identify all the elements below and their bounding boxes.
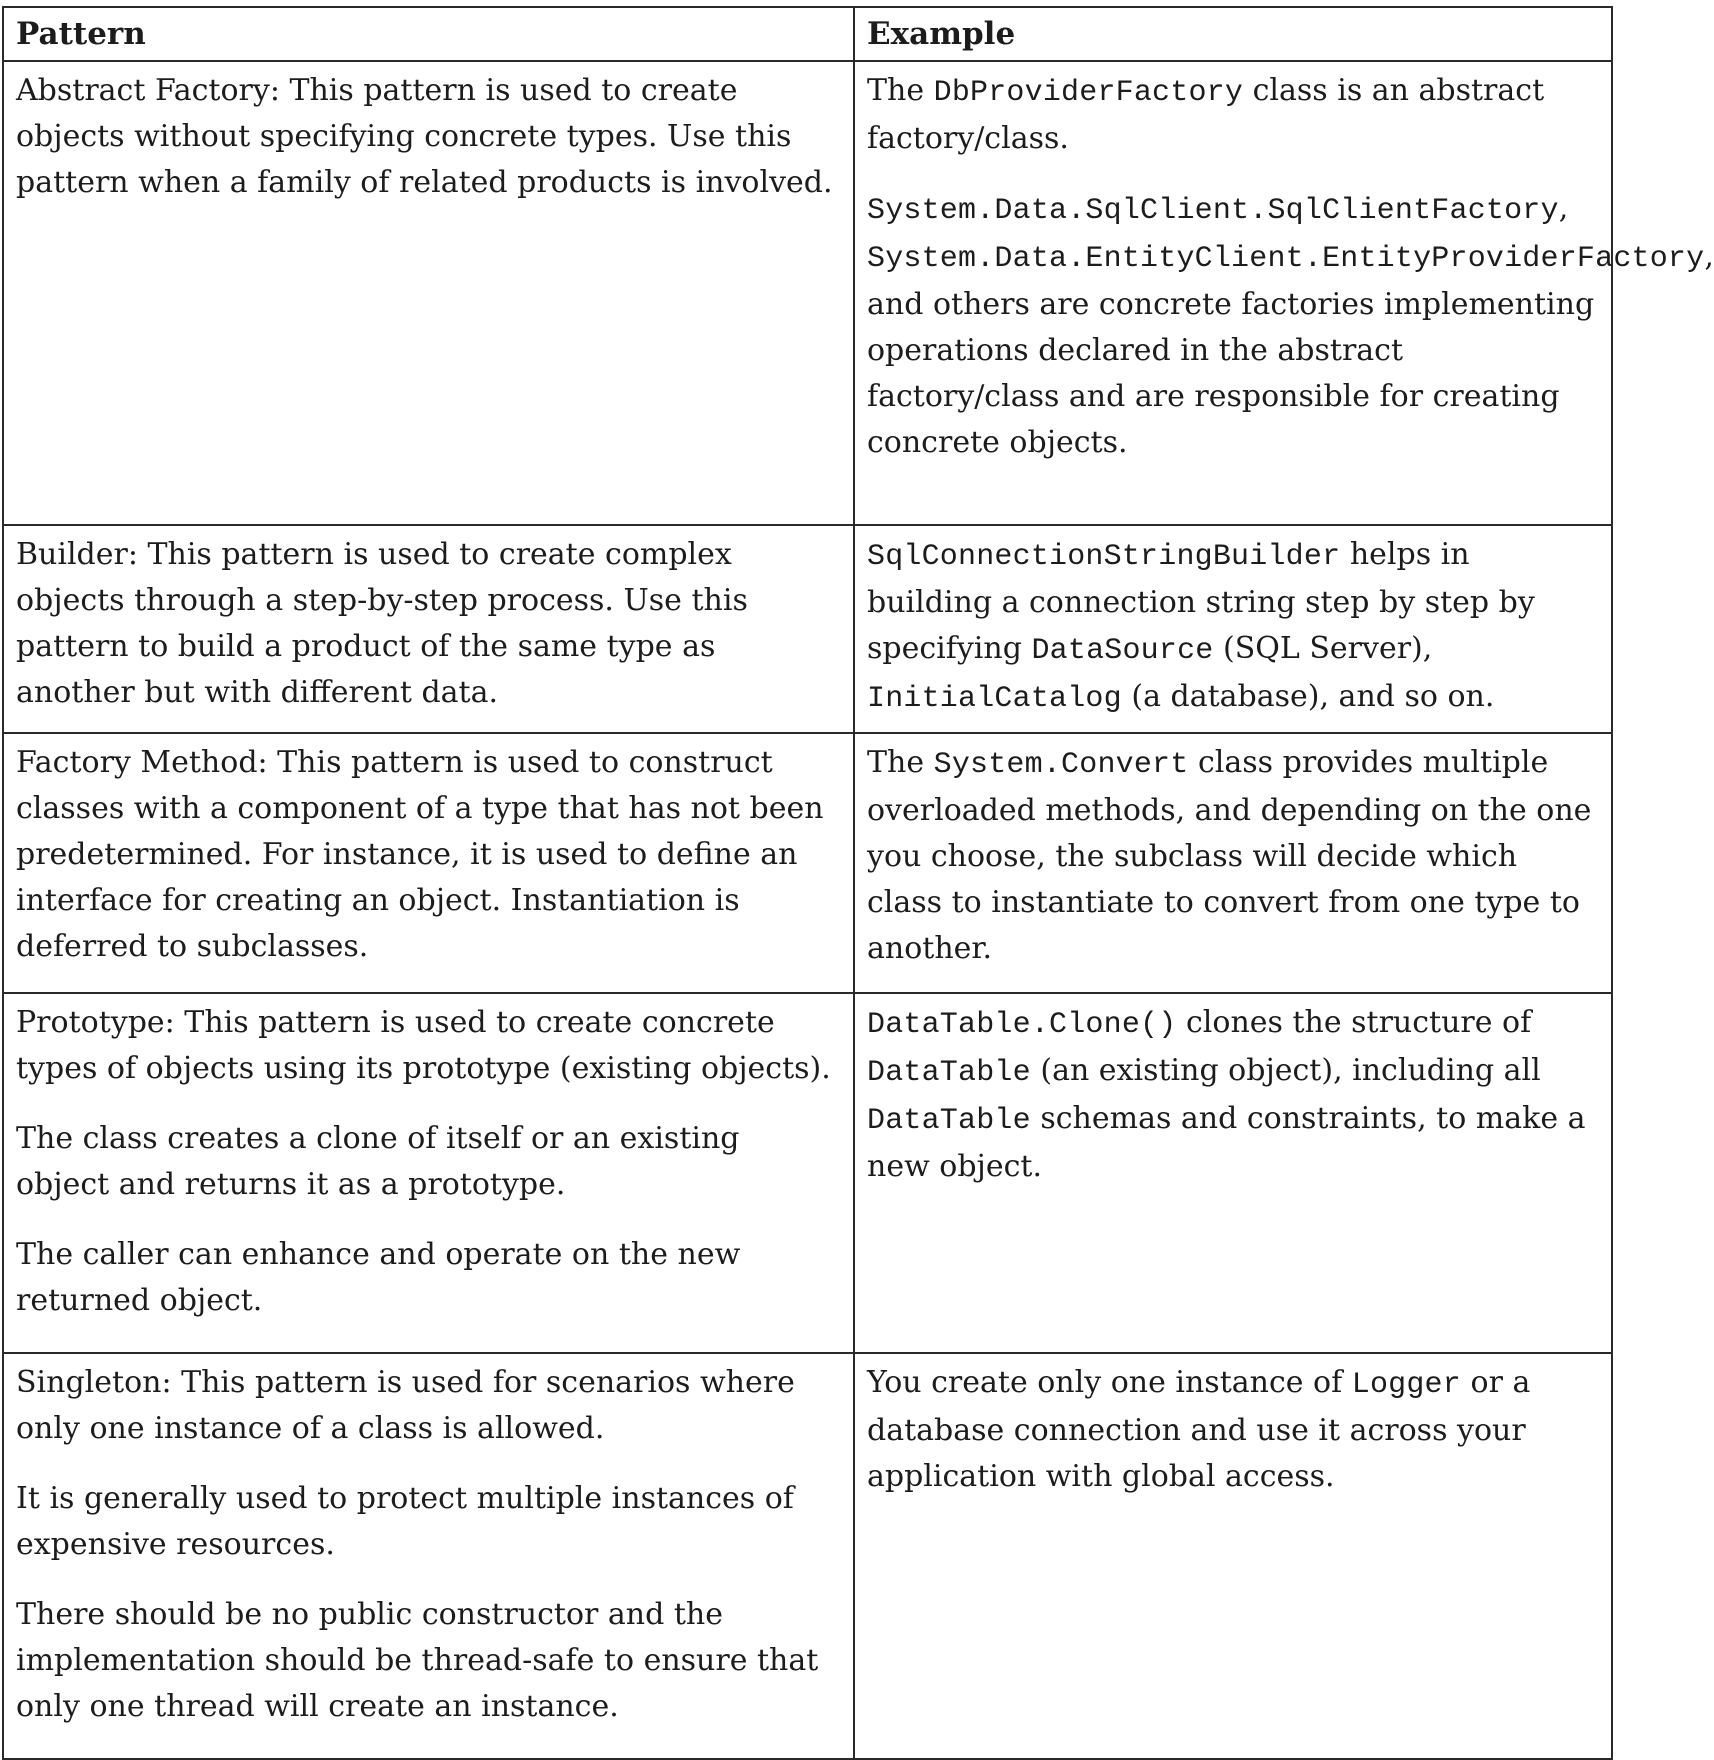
example-text: clones the structure of (1176, 1005, 1532, 1040)
example-paragraph (867, 186, 1714, 466)
pattern-description: Builder: This pattern is used to create complex objects through a step-by-step process. Use this pattern to build a product of the same type as another but with different data. (16, 537, 748, 710)
example-text: or a database connection and use it across your application with global access. (867, 1365, 1531, 1494)
example-text: helps in building a connection string step by step by specifying (867, 537, 1535, 666)
example-text: (SQL Server), (1213, 631, 1433, 666)
example-text: (a database), and so on. (1121, 679, 1495, 714)
table-row-singleton (3, 1353, 1612, 1759)
example-text: , and others are concrete factories implementing operations declared in the abstract factory/class and are responsible for creating concrete objects. (867, 239, 1714, 460)
pattern-description: Factory Method: This pattern is used to construct classes with a component of a type that has not been predetermined. For instance, it is used to define an interface for creating an object. Instantiation is deferred to subclasses. (16, 745, 824, 964)
example-text: schemas and constraints, to make a new object. (867, 1101, 1586, 1184)
pattern-description: There should be no public constructor and the implementation should be thread-safe to ensure that only one thread will create an instance. (16, 1597, 819, 1724)
example-cell (854, 993, 1612, 1353)
example-paragraph (867, 1000, 1599, 1190)
code-snippet: Logger (1351, 1368, 1461, 1402)
pattern-cell (3, 525, 854, 733)
example-cell (854, 733, 1612, 993)
code-snippet: DbProviderFactory (933, 76, 1244, 110)
example-text: The (867, 73, 934, 108)
pattern-description: It is generally used to protect multiple instances of expensive resources. (16, 1481, 794, 1562)
example-cell (854, 1353, 1612, 1759)
code-snippet: System.Convert (933, 748, 1189, 782)
code-snippet: DataSource (1031, 634, 1214, 668)
code-snippet: InitialCatalog (867, 682, 1122, 716)
pattern-description: Prototype: This pattern is used to create concrete types of objects using its prototype (existing objects). (16, 1005, 831, 1086)
pattern-cell (3, 993, 854, 1353)
design-patterns-table (2, 6, 1714, 1760)
table-row-prototype (3, 993, 1612, 1353)
pattern-cell (3, 1353, 854, 1759)
example-text: You create only one instance of (867, 1365, 1352, 1400)
pattern-cell (3, 733, 854, 993)
code-snippet: System.Data.EntityClient.EntityProviderFactory (867, 242, 1705, 276)
example-text: The (867, 745, 934, 780)
example-paragraph (867, 532, 1599, 722)
pattern-description: Singleton: This pattern is used for scenarios where only one instance of a class is allowed. (16, 1365, 795, 1446)
pattern-description: The class creates a clone of itself or an existing object and returns it as a prototype. (16, 1121, 740, 1202)
header-example: Example (854, 7, 1612, 61)
table-row-abstract-factory (3, 61, 1612, 525)
example-paragraph (867, 68, 1599, 162)
example-text: (an existing object), including all (1030, 1053, 1541, 1088)
pattern-description: The caller can enhance and operate on the new returned object. (16, 1237, 741, 1318)
code-snippet: DataTable (867, 1056, 1031, 1090)
code-snippet: DataTable (867, 1104, 1031, 1138)
pattern-description: Abstract Factory: This pattern is used to create objects without specifying concrete types. Use this pattern when a family of related products is involved. (16, 73, 833, 200)
code-snippet: System.Data.SqlClient.SqlClientFactory (867, 194, 1559, 228)
table-row-factory-method (3, 733, 1612, 993)
example-text: , (1558, 191, 1569, 226)
table-header-row (3, 7, 1612, 61)
pattern-cell (3, 61, 854, 525)
example-text: class provides multiple overloaded methods, and depending on the one you choose, the subclass will decide which class to instantiate to convert from one type to another. (867, 745, 1592, 966)
example-cell (854, 525, 1612, 733)
table-row-builder (3, 525, 1612, 733)
code-snippet: DataTable.Clone() (867, 1008, 1177, 1042)
header-pattern: Pattern (3, 7, 854, 61)
example-text: class is an abstract factory/class. (867, 73, 1545, 156)
example-paragraph (867, 740, 1599, 972)
example-cell (854, 61, 1714, 525)
code-snippet: SqlConnectionStringBuilder (867, 540, 1341, 574)
example-paragraph (867, 1360, 1599, 1500)
